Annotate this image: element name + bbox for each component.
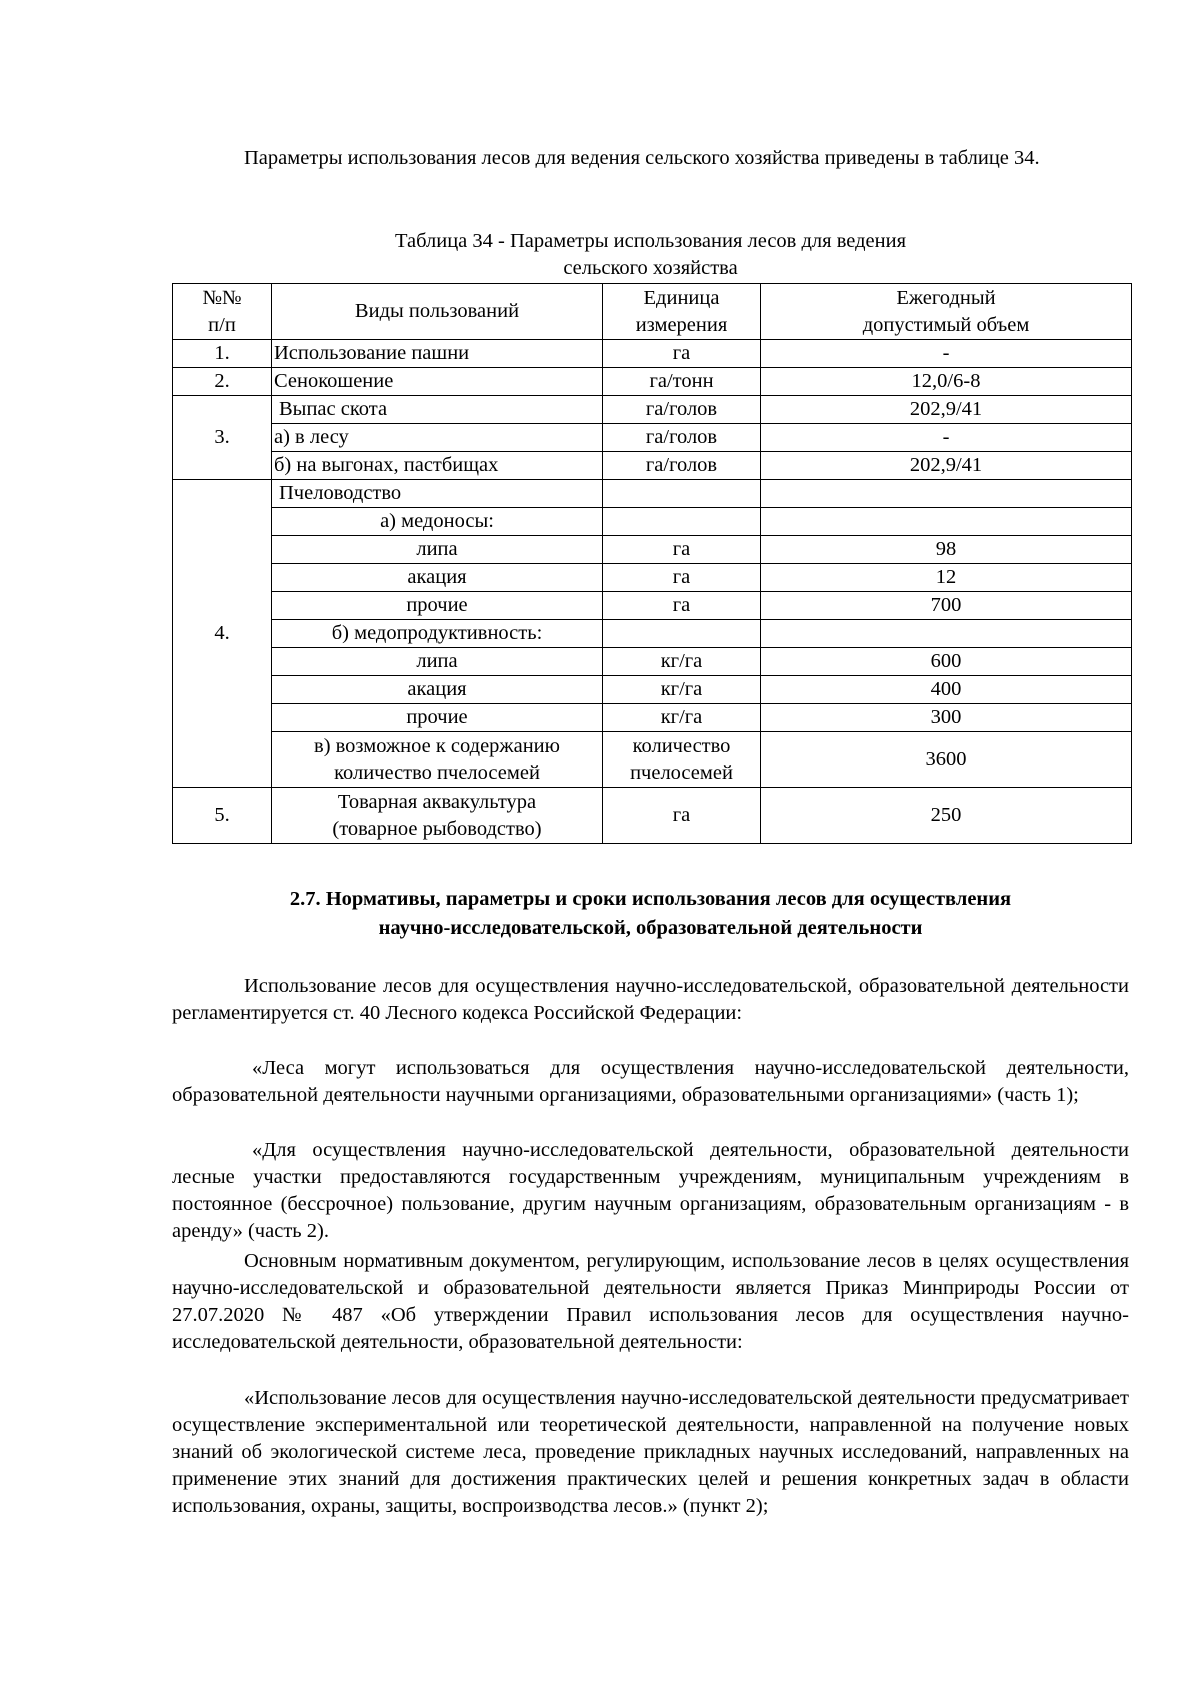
row-value: - <box>761 340 1132 368</box>
row-num: 3. <box>173 396 272 480</box>
row-kind: а) в лесу <box>272 424 603 452</box>
paragraph-2: «Леса могут использоваться для осуществления научно-исследовательской деятельности, образовательной деятельности научными организациями, образовательными организациями» (часть 1); <box>172 1057 1129 1106</box>
table-row <box>173 676 1132 704</box>
row-kind: липа <box>272 648 603 676</box>
table-row <box>173 340 1132 368</box>
row-unit-line-2: пчелосемей <box>630 761 733 784</box>
table-caption-line-2: сельского хозяйства <box>563 257 738 279</box>
row-unit: кг/га <box>603 676 761 704</box>
header-unit-line-1: Единица <box>643 286 720 309</box>
row-value: - <box>761 424 1132 452</box>
row-unit: га <box>603 564 761 592</box>
row-kind <box>272 732 603 788</box>
table-row <box>173 704 1132 732</box>
row-value: 202,9/41 <box>761 396 1132 424</box>
paragraph-4: Основным нормативным документом, регулирующим, использование лесов в целях осуществления научно-исследовательской и образовательной деятельности является Приказ Минприроды России от 27.07.2020 № 487 «Об утверждении Правил использования лесов для осуществления научно-исследовательской деятельности, образовательной деятельности: <box>172 1250 1129 1353</box>
row-unit: га/голов <box>603 424 761 452</box>
row-kind: Пчеловодство <box>272 480 603 508</box>
row-kind-line-2: (товарное рыбоводство) <box>332 817 542 840</box>
row-value: 600 <box>761 648 1132 676</box>
section-heading-line-1: 2.7. Нормативы, параметры и сроки использования лесов для осуществления <box>289 888 1012 910</box>
table-caption <box>172 228 1129 282</box>
section-heading-line-2: научно-исследовательской, образовательной деятельности <box>378 917 923 939</box>
row-kind: а) медоносы: <box>272 508 603 536</box>
paragraph-3: «Для осуществления научно-исследовательской деятельности, образовательной деятельности лесные участки предоставляются государственным учреждениям, муниципальным учреждениям в постоянное (бессрочное) пользование, другим научным организациям, образовательным организациям - в аренду» (часть 2). <box>172 1139 1129 1242</box>
row-num: 4. <box>173 480 272 788</box>
row-kind-line-1: Товарная аквакультура <box>337 790 537 813</box>
row-value <box>761 508 1132 536</box>
header-unit-line-2: измерения <box>635 313 728 336</box>
table-row <box>173 732 1132 788</box>
row-unit: га <box>603 788 761 844</box>
row-kind: акация <box>272 676 603 704</box>
section-heading <box>172 885 1129 943</box>
table-row <box>173 620 1132 648</box>
row-value: 400 <box>761 676 1132 704</box>
header-num-line-1: №№ <box>202 286 242 309</box>
row-value: 300 <box>761 704 1132 732</box>
header-volume-line-2: допустимый объем <box>862 313 1030 336</box>
row-value <box>761 620 1132 648</box>
row-value: 12 <box>761 564 1132 592</box>
row-unit <box>603 620 761 648</box>
row-value: 98 <box>761 536 1132 564</box>
row-kind: Сенокошение <box>272 368 603 396</box>
table-row <box>173 592 1132 620</box>
paragraph-1: Использование лесов для осуществления научно-исследовательской, образовательной деятельности регламентируется ст. 40 Лесного кодекса Российской Федерации: <box>172 975 1129 1024</box>
table-row <box>173 648 1132 676</box>
row-unit: га <box>603 592 761 620</box>
row-value: 202,9/41 <box>761 452 1132 480</box>
row-kind <box>272 788 603 844</box>
row-unit <box>603 508 761 536</box>
row-unit: га/голов <box>603 452 761 480</box>
table-caption-line-1: Таблица 34 - Параметры использования лесов для ведения <box>394 230 906 252</box>
table-row <box>173 368 1132 396</box>
row-unit <box>603 732 761 788</box>
row-unit: га <box>603 340 761 368</box>
row-unit: га <box>603 536 761 564</box>
row-kind: Использование пашни <box>272 340 603 368</box>
row-num: 1. <box>173 340 272 368</box>
intro-paragraph: Параметры использования лесов для ведения сельского хозяйства приведены в таблице 34. <box>244 147 1040 169</box>
table-header-row <box>173 284 1132 340</box>
header-volume-line-1: Ежегодный <box>896 286 996 309</box>
row-value: 700 <box>761 592 1132 620</box>
table-34 <box>172 283 1132 844</box>
row-unit: га/тонн <box>603 368 761 396</box>
table-row <box>173 536 1132 564</box>
row-unit: кг/га <box>603 704 761 732</box>
table-row <box>173 788 1132 844</box>
table-row <box>173 564 1132 592</box>
row-num: 5. <box>173 788 272 844</box>
row-unit: кг/га <box>603 648 761 676</box>
table-row <box>173 396 1132 424</box>
row-kind: акация <box>272 564 603 592</box>
header-num <box>173 284 272 340</box>
table-row <box>173 424 1132 452</box>
header-unit <box>603 284 761 340</box>
header-volume <box>761 284 1132 340</box>
header-num-line-2: п/п <box>208 313 236 336</box>
row-kind: прочие <box>272 592 603 620</box>
header-kind: Виды пользований <box>272 284 603 340</box>
row-kind-line-2: количество пчелосемей <box>334 761 540 784</box>
row-unit-line-1: количество <box>632 734 731 757</box>
row-kind: Выпас скота <box>272 396 603 424</box>
table-row <box>173 508 1132 536</box>
row-value: 12,0/6-8 <box>761 368 1132 396</box>
table-row <box>173 480 1132 508</box>
row-value: 3600 <box>761 732 1132 788</box>
row-value: 250 <box>761 788 1132 844</box>
row-kind: б) на выгонах, пастбищах <box>272 452 603 480</box>
row-kind: б) медопродуктивность: <box>272 620 603 648</box>
table-row <box>173 452 1132 480</box>
row-unit <box>603 480 761 508</box>
row-value <box>761 480 1132 508</box>
row-kind: прочие <box>272 704 603 732</box>
paragraph-5: «Использование лесов для осуществления научно-исследовательской деятельности предусматривает осуществление экспериментальной или теоретической деятельности, направленной на получение новых знаний об экологической системе леса, проведение прикладных научных исследований, направленных на применение этих знаний для достижения практических целей и решения конкретных задач в области использования, охраны, защиты, воспроизводства лесов.» (пункт 2); <box>172 1387 1129 1517</box>
row-kind: липа <box>272 536 603 564</box>
row-kind-line-1: в) возможное к содержанию <box>314 734 560 757</box>
row-num: 2. <box>173 368 272 396</box>
row-unit: га/голов <box>603 396 761 424</box>
